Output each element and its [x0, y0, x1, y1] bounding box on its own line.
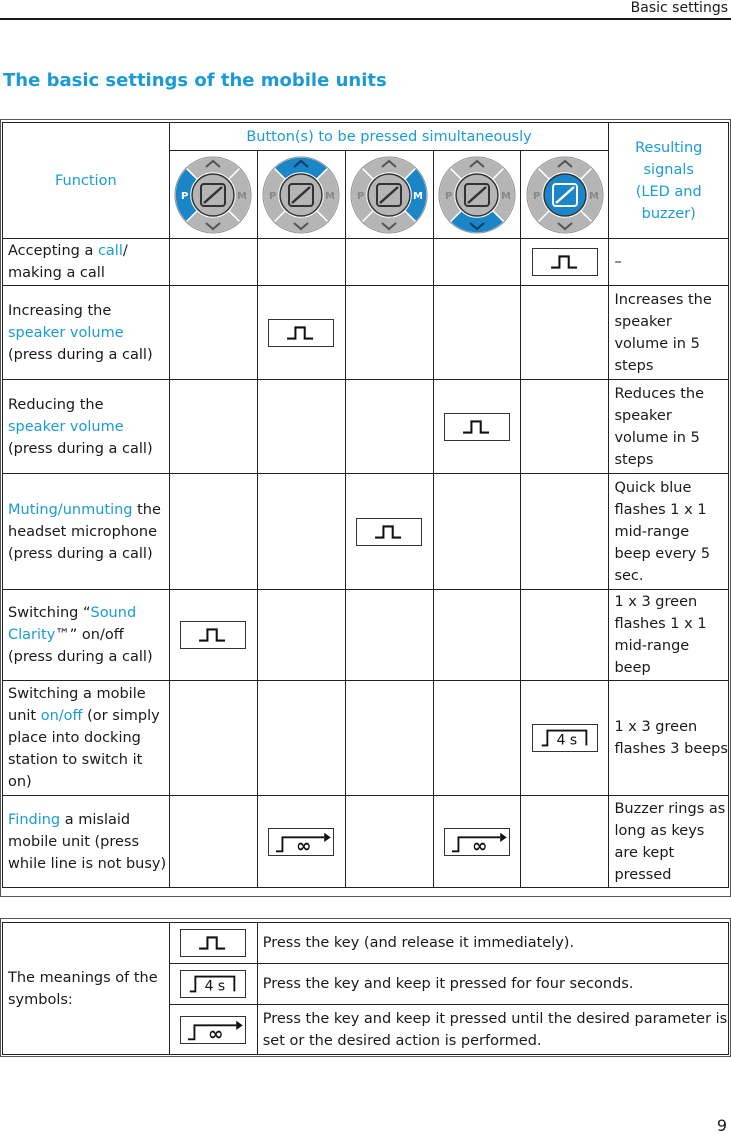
- running-header: Basic settings: [630, 0, 728, 16]
- function-header: Function: [3, 123, 170, 239]
- svg-text:P: P: [357, 190, 365, 202]
- svg-text:4 s: 4 s: [556, 732, 578, 749]
- press-release-icon: [268, 319, 334, 347]
- button-center-pressed-icon: [523, 154, 607, 236]
- table-row: [3, 474, 729, 590]
- legend-label: The meanings of the symbols:: [3, 923, 170, 1055]
- svg-text:P: P: [181, 190, 189, 202]
- table-row: [3, 286, 729, 380]
- press-four-seconds-icon: [532, 724, 598, 752]
- press-release-icon: [180, 621, 246, 649]
- button-icon-cell: [521, 151, 609, 239]
- function-cell: Switching “Sound Clarity™” on/off (press during a call): [3, 590, 170, 681]
- result-cell: 1 x 3 green flashes 3 beeps: [609, 681, 729, 796]
- press-release-icon: [444, 413, 510, 441]
- result-cell: Reduces the speaker volume in 5 steps: [609, 380, 729, 474]
- result-cell: Quick blue flashes 1 x 1 mid-range beep every 5 sec.: [609, 474, 729, 590]
- function-cell: Accepting a call/ making a call: [3, 239, 170, 286]
- press-hold-infinite-icon: [180, 1016, 246, 1044]
- function-cell: Reducing the speaker volume (press during a call): [3, 380, 170, 474]
- svg-text:4 s: 4 s: [204, 978, 226, 995]
- button-icon-cell: [345, 151, 433, 239]
- button-up-pressed-icon: [259, 154, 343, 236]
- function-cell: Switching a mobile unit on/off (or simply place into docking station to switch it on): [3, 681, 170, 796]
- press-release-icon: [532, 248, 598, 276]
- button-icon-cell: [433, 151, 521, 239]
- result-cell: Buzzer rings as long as keys are kept pressed: [609, 796, 729, 888]
- table-row: [3, 796, 729, 888]
- button-p-pressed-icon: [171, 154, 255, 236]
- svg-text:M: M: [237, 190, 248, 202]
- press-hold-infinite-icon: [268, 828, 334, 856]
- svg-text:P: P: [269, 190, 277, 202]
- legend-text: Press the key and keep it pressed for four seconds.: [257, 964, 728, 1005]
- result-cell: Increases the speaker volume in 5 steps: [609, 286, 729, 380]
- symbols-legend: [2, 922, 729, 1055]
- table-row: [3, 681, 729, 796]
- result-header: Resulting signals (LED and buzzer): [609, 123, 729, 239]
- table-row: [3, 239, 729, 286]
- svg-text:∞: ∞: [208, 1023, 224, 1044]
- press-release-icon: [356, 518, 422, 546]
- function-cell: Finding a mislaid mobile unit (press while line is not busy): [3, 796, 170, 888]
- legend-text: Press the key and keep it pressed until the desired parameter is set or the desired action is performed.: [257, 1005, 728, 1055]
- svg-text:∞: ∞: [296, 835, 312, 856]
- svg-text:∞: ∞: [472, 835, 488, 856]
- button-m-pressed-icon: [347, 154, 431, 236]
- press-four-seconds-icon: [180, 970, 246, 998]
- page-number: 9: [716, 1116, 727, 1135]
- result-cell: –: [609, 239, 729, 286]
- legend-text: Press the key (and release it immediately).: [257, 923, 728, 964]
- function-cell: Increasing the speaker volume (press during a call): [3, 286, 170, 380]
- button-icon-cell: [169, 151, 257, 239]
- section-title: The basic settings of the mobile units: [3, 70, 387, 91]
- table-row: [3, 380, 729, 474]
- button-down-pressed-icon: [435, 154, 519, 236]
- svg-text:P: P: [532, 190, 541, 202]
- result-cell: 1 x 3 green flashes 1 x 1 mid-range beep: [609, 590, 729, 681]
- svg-text:M: M: [588, 190, 599, 202]
- svg-text:M: M: [325, 190, 336, 202]
- header-rule: [0, 18, 731, 20]
- svg-text:M: M: [413, 190, 423, 202]
- press-hold-infinite-icon: [444, 828, 510, 856]
- table-row: [3, 590, 729, 681]
- buttons-header: Button(s) to be pressed simultaneously: [169, 123, 609, 151]
- settings-table: [2, 122, 729, 888]
- button-icon-cell: [257, 151, 345, 239]
- svg-text:P: P: [445, 190, 453, 202]
- function-cell: Muting/unmuting the headset microphone (press during a call): [3, 474, 170, 590]
- svg-text:M: M: [501, 190, 511, 202]
- press-release-icon: [180, 929, 246, 957]
